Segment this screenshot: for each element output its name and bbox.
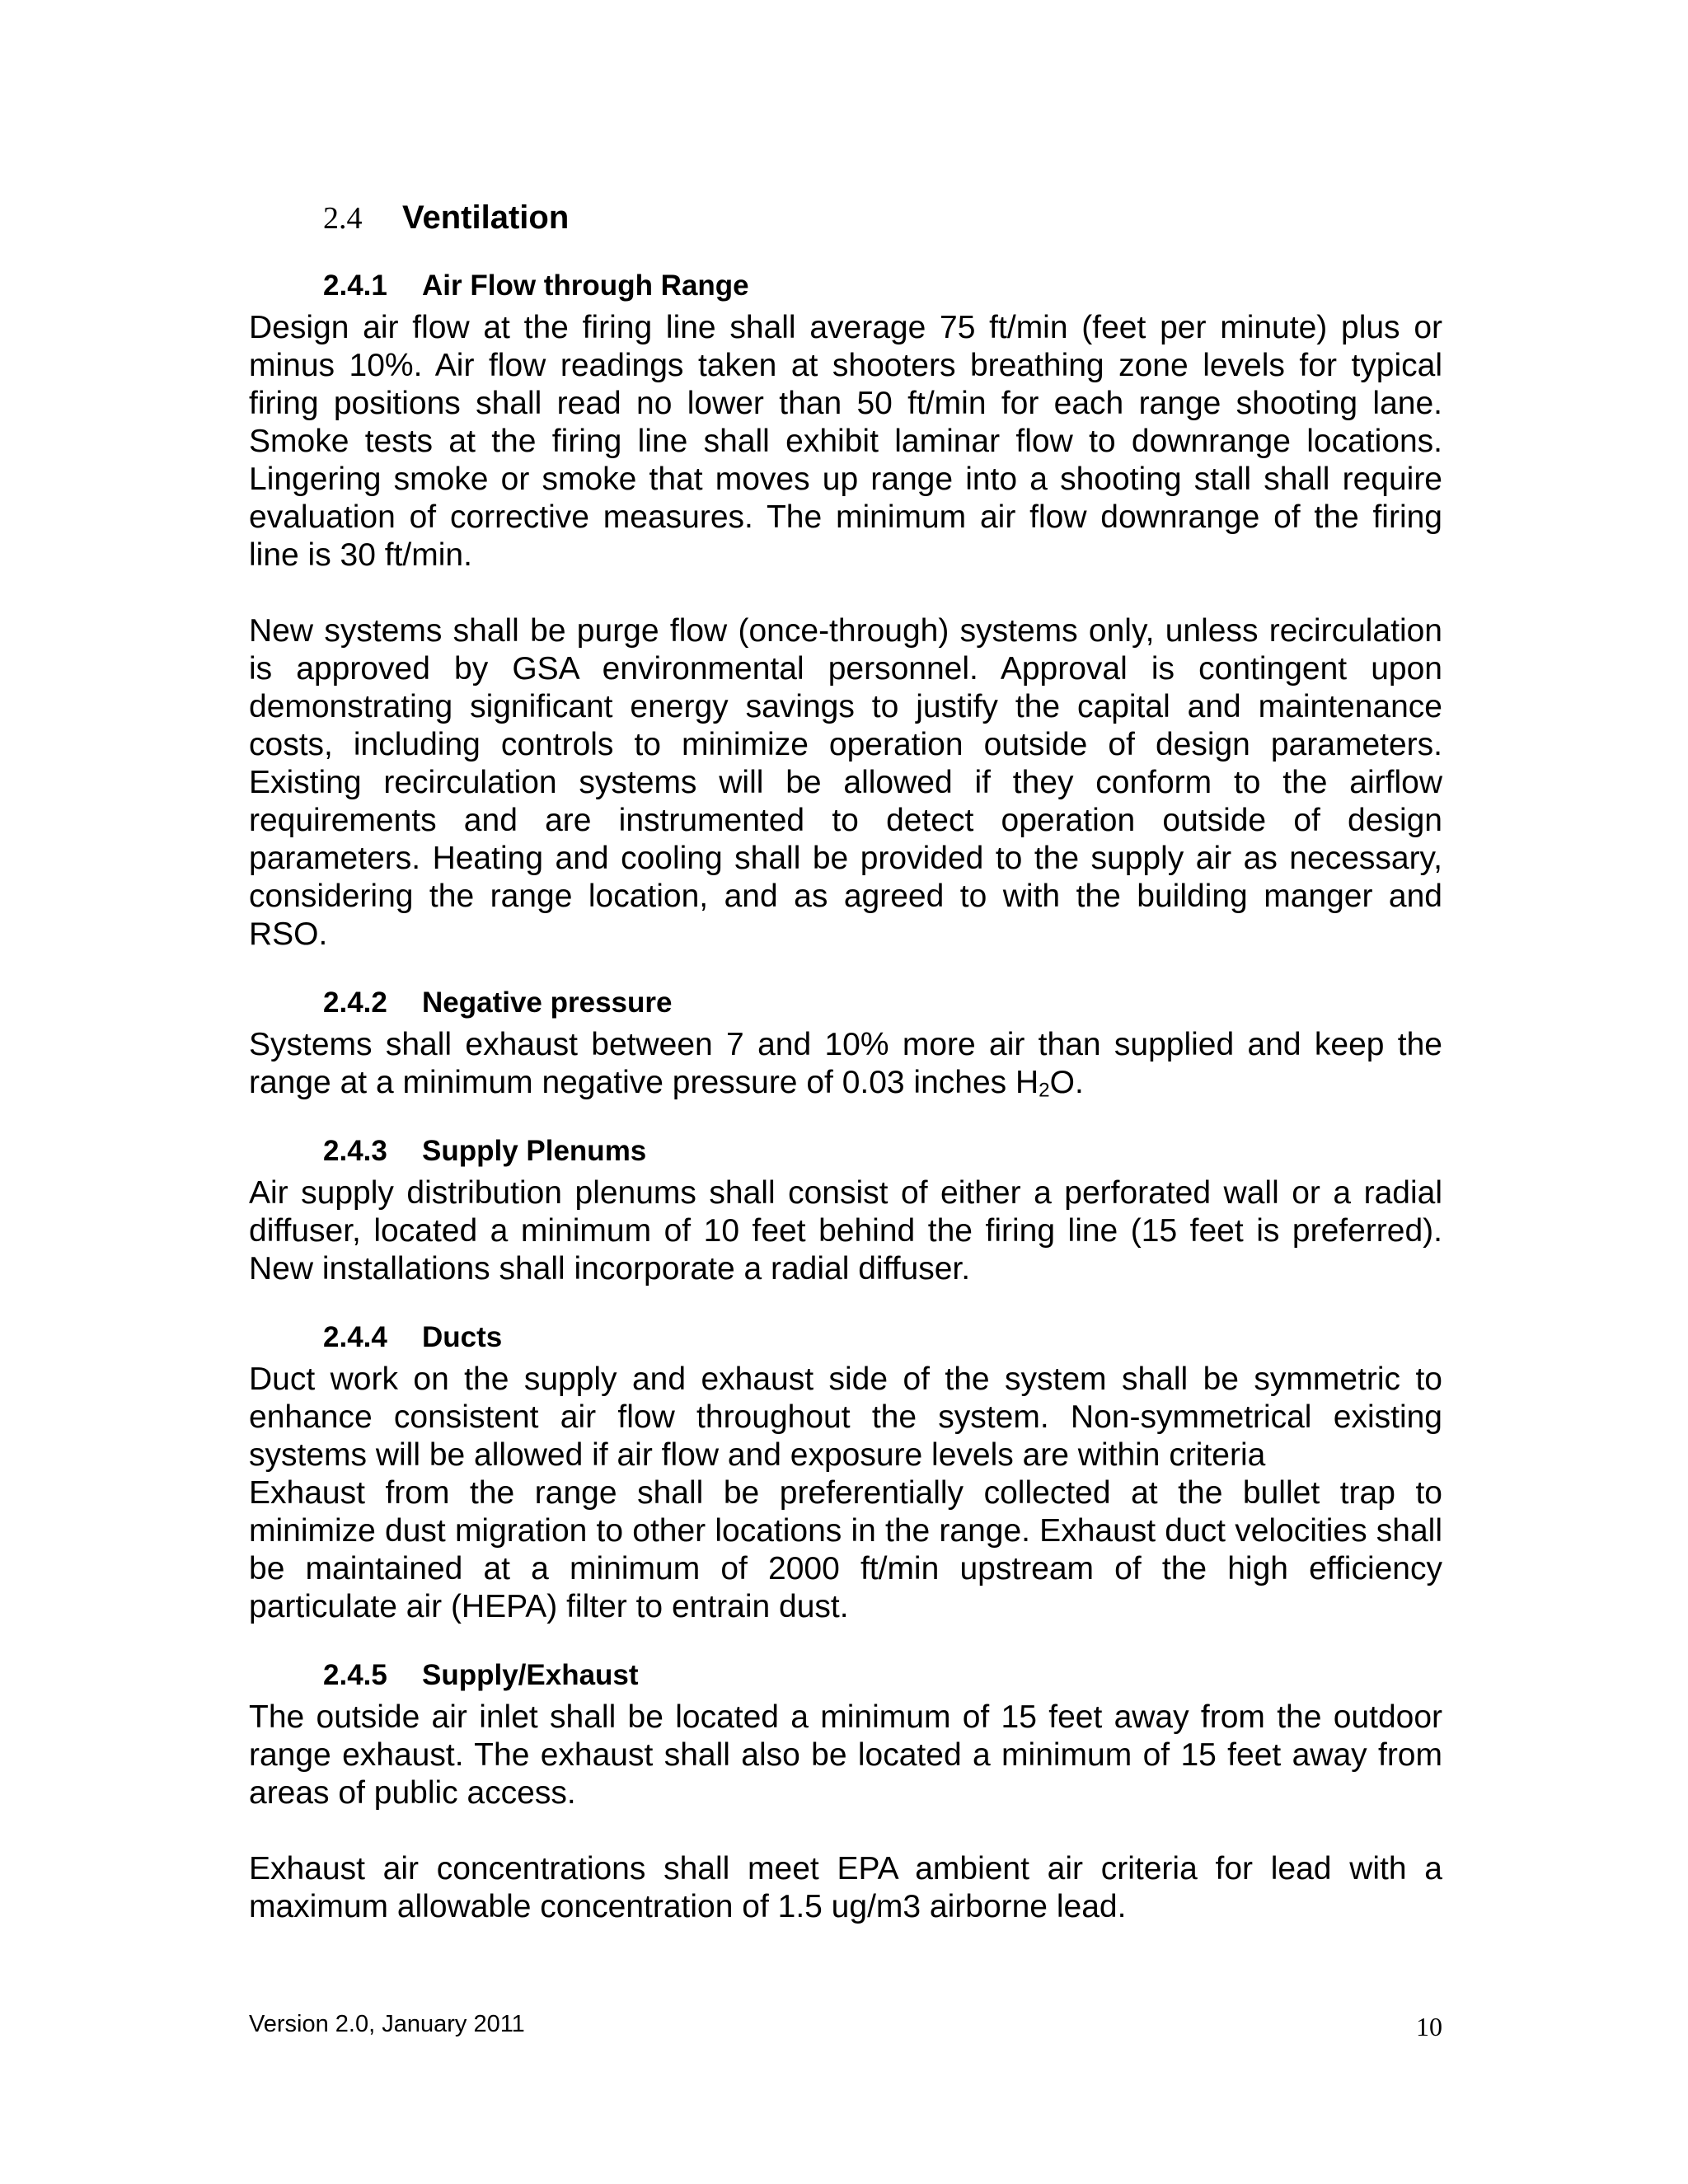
paragraph-supply-exhaust-2: Exhaust air concentrations shall meet EPA ambient air criteria for lead with a maximum allowable concentration of 1.5 ug/m3 airborne lead.: [249, 1851, 1442, 1924]
subsection-title: Supply/Exhaust: [422, 1659, 639, 1691]
paragraph-ducts-1: Duct work on the supply and exhaust side of the system shall be symmetric to enhance consistent air flow throughout the system. Non-symmetrical existing systems will be allowed if air flow and exposure levels are within criteria: [249, 1361, 1442, 1473]
paragraph-supply-exhaust-1: The outside air inlet shall be located a minimum of 15 feet away from the outdoor range exhaust. The exhaust shall also be located a minimum of 15 feet away from areas of public access.: [249, 1699, 1442, 1811]
page-body: [249, 196, 1442, 1926]
subsection-number: 2.4.2: [323, 987, 387, 1019]
subsection-number: 2.4.4: [323, 1321, 387, 1353]
subsection-number: 2.4.1: [323, 269, 387, 302]
paragraph-negative-pressure: [249, 1026, 1442, 1102]
paragraph-air-flow-1: Design air flow at the firing line shall average 75 ft/min (feet per minute) plus or minus 10%. Air flow readings taken at shooters breathing zone levels for typical firing positions shall read no lower than 50 ft/min for each range shooting lane. Smoke tests at the firing line shall exhibit laminar flow to downrange locations. Lingering smoke or smoke that moves up range into a shooting stall shall require evaluation of corrective measures. The minimum air flow downrange of the firing line is 30 ft/min.: [249, 310, 1442, 573]
footer-version: Version 2.0, January 2011: [249, 2011, 525, 2037]
paragraph-air-flow-2: New systems shall be purge flow (once-through) systems only, unless recirculation is approved by GSA environmental personnel. Approval is contingent upon demonstrating significant energy savings to justify the capital and maintenance costs, including controls to minimize operation outside of design parameters. Existing recirculation systems will be allowed if they conform to the airflow requirements and are instrumented to detect operation outside of design parameters. Heating and cooling shall be provided to the supply air as necessary, considering the range location, and as agreed to with the building manger and RSO.: [249, 613, 1442, 952]
section-heading: [323, 196, 1442, 240]
subsection-number: 2.4.3: [323, 1135, 387, 1167]
subsection-heading-2-4-2: [323, 985, 1442, 1021]
subsection-title: Ducts: [422, 1321, 503, 1353]
subscript-2: 2: [1039, 1079, 1050, 1102]
subsection-title: Negative pressure: [422, 987, 673, 1019]
subsection-title: Supply Plenums: [422, 1135, 647, 1167]
negative-pressure-text-end: O.: [1049, 1065, 1084, 1100]
subsection-number: 2.4.5: [323, 1659, 387, 1691]
section-number: 2.4: [323, 201, 363, 236]
negative-pressure-text: Systems shall exhaust between 7 and 10% more air than supplied and keep the range at a minimum negative pressure of 0.03 inches H: [249, 1027, 1442, 1100]
subsection-heading-2-4-1: [323, 268, 1442, 304]
section-title: Ventilation: [402, 199, 570, 236]
paragraph-supply-plenums: Air supply distribution plenums shall consist of either a perforated wall or a radial diffuser, located a minimum of 10 feet behind the firing line (15 feet is preferred). New installations shall incorporate a radial diffuser.: [249, 1175, 1442, 1286]
subsection-title: Air Flow through Range: [422, 269, 749, 302]
subsection-heading-2-4-4: [323, 1319, 1442, 1356]
footer-page-number: 10: [1416, 2012, 1442, 2041]
paragraph-ducts-2: Exhaust from the range shall be preferentially collected at the bullet trap to minimize dust migration to other locations in the range. Exhaust duct velocities shall be maintained at a minimum of 2000 ft/min upstream of the high efficiency particulate air (HEPA) filter to entrain dust.: [249, 1475, 1442, 1624]
subsection-heading-2-4-3: [323, 1133, 1442, 1169]
subsection-heading-2-4-5: [323, 1657, 1442, 1694]
